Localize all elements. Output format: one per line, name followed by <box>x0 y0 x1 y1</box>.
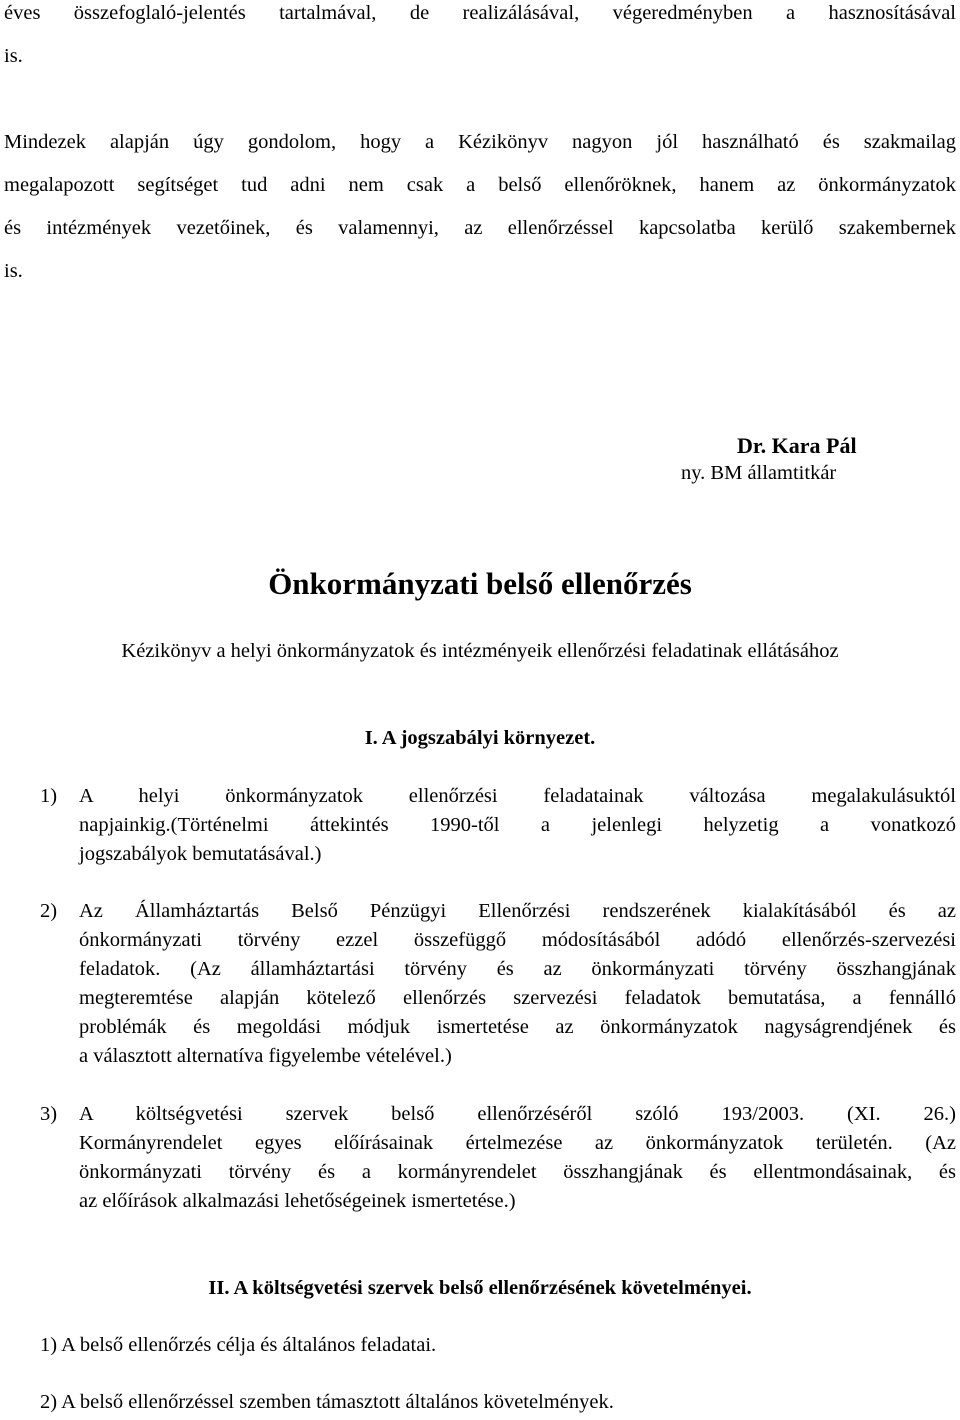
section-2-item-1: 1) A belső ellenőrzés célja és általános feladatai. <box>40 1334 437 1356</box>
section-2-heading: II. A költségvetési szervek belső ellenőrzésének követelményei. <box>208 1277 752 1299</box>
document-subtitle: Kézikönyv a helyi önkormányzatok és intézményeik ellenőrzési feladatinak ellátásához <box>121 640 839 662</box>
list-item-line: Kormányrendelet egyes előírásainak értelmezése az önkormányzatok területén. (Az <box>79 1132 956 1154</box>
signature-name: Dr. Kara Pál <box>737 433 857 458</box>
paragraph-line: is. <box>4 260 23 282</box>
list-item-line: ónkormányzati törvény ezzel összefüggő módosításából adódó ellenőrzés-szervezési <box>79 929 956 951</box>
list-number: 1) <box>40 785 58 807</box>
list-number: 3) <box>40 1103 58 1125</box>
list-item-line: jogszabályok bemutatásával.) <box>79 843 322 865</box>
list-number: 2) <box>40 900 58 922</box>
paragraph-line: Mindezek alapján úgy gondolom, hogy a Kézikönyv nagyon jól használható és szakmailag <box>4 131 956 153</box>
list-item-line: A költségvetési szervek belső ellenőrzéséről szóló 193/2003. (XI. 26.) <box>79 1103 956 1125</box>
paragraph-line: és intézmények vezetőinek, és valamennyi, az ellenőrzéssel kapcsolatba kerülő szakembernek <box>4 217 956 239</box>
document-title: Önkormányzati belső ellenőrzés <box>268 566 692 601</box>
list-item-line: megteremtése alapján kötelező ellenőrzés szervezési feladatok bemutatása, a fennálló <box>79 987 956 1009</box>
list-item-line: Az Államháztartás Belső Pénzügyi Ellenőrzési rendszerének kialakításából és az <box>79 900 956 922</box>
list-item-line: önkormányzati törvény és a kormányrendelet összhangjának és ellentmondásainak, és <box>79 1161 956 1183</box>
paragraph-line: is. <box>4 45 23 67</box>
list-item-line: problémák és megoldási módjuk ismertetése az önkormányzatok nagyságrendjének és <box>79 1016 956 1038</box>
paragraph-line: éves összefoglaló-jelentés tartalmával, de realizálásával, végeredményben a hasznosításával <box>4 2 956 24</box>
list-item-line: a választott alternatíva figyelembe vételével.) <box>79 1045 452 1067</box>
list-item-line: az előírások alkalmazási lehetőségeinek ismertetése.) <box>79 1190 516 1212</box>
signature-title: ny. BM államtitkár <box>681 462 837 484</box>
section-2-item-2: 2) A belső ellenőrzéssel szemben támasztott általános követelmények. <box>40 1391 614 1413</box>
list-item-line: A helyi önkormányzatok ellenőrzési feladatainak változása megalakulásuktól <box>79 785 956 807</box>
paragraph-line: megalapozott segítséget tud adni nem csak a belső ellenőröknek, hanem az önkormányzatok <box>4 174 956 196</box>
section-1-heading: I. A jogszabályi környezet. <box>364 727 596 749</box>
list-item-line: feladatok. (Az államháztartási törvény és az önkormányzati törvény összhangjának <box>79 958 956 980</box>
list-item-line: napjainkig.(Történelmi áttekintés 1990-től a jelenlegi helyzetig a vonatkozó <box>79 814 956 836</box>
